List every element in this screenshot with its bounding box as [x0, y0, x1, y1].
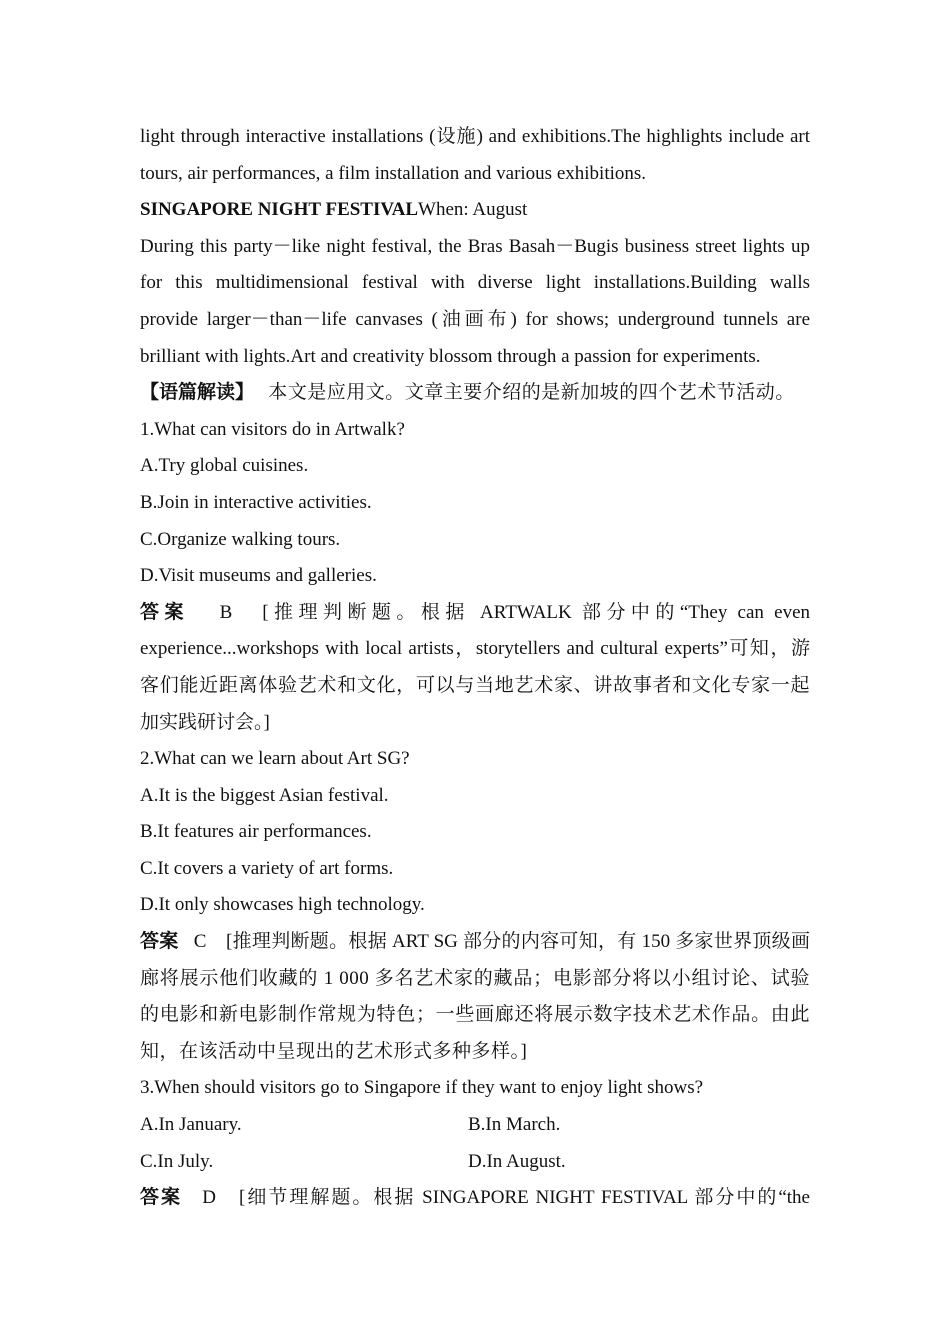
q2-answer-line: 知，在该活动中呈现出的艺术形式多种多样。]: [140, 1040, 528, 1062]
q2-option-b: B.It features air performances.: [140, 821, 372, 843]
q1-answer-text: B [推理判断题。根据 ARTWALK 部分中的“They can even: [219, 601, 810, 623]
q1-answer-line: 客们能近距离体验艺术和文化，可以与当地艺术家、讲故事者和文化专家一起: [140, 674, 810, 696]
q3-answer-label: 答案: [140, 1187, 183, 1209]
q1-option-d: D.Visit museums and galleries.: [140, 565, 377, 587]
passage-line: provide larger－than－life canvases (油画布) for shows; underground tunnels are: [140, 308, 810, 330]
q2-answer-line: 廊将展示他们收藏的 1 000 多名艺术家的藏品；电影部分将以小组讨论、试验: [140, 967, 810, 989]
q3-answer-text: D [细节理解题。根据 SINGAPORE NIGHT FESTIVAL 部分中的“the: [202, 1187, 810, 1209]
festival-heading: [140, 192, 810, 229]
q1-answer-line: [140, 595, 810, 632]
q2-option-c: C.It covers a variety of art forms.: [140, 857, 394, 879]
q3-option-b: B.In March.: [468, 1114, 561, 1136]
question-2: 2.What can we learn about Art SG?: [140, 748, 410, 770]
q2-answer-line: 的电影和新电影制作常规为特色；一些画廊还将展示数字技术艺术作品。由此: [140, 1004, 810, 1026]
q3-options-row-1: [140, 1107, 810, 1144]
passage-line: for this multidimensional festival with diverse light installations.Building walls: [140, 272, 810, 294]
q3-option-c: C.In July.: [140, 1150, 214, 1172]
q3-options-row-2: [140, 1144, 810, 1181]
festival-when: When: August: [418, 199, 528, 221]
q2-option-a: A.It is the biggest Asian festival.: [140, 784, 389, 806]
analysis-label: 【语篇解读】: [140, 382, 255, 404]
q1-answer-label: 答案: [140, 601, 189, 623]
document-content: [140, 119, 810, 1217]
passage-line: tours, air performances, a film installation and various exhibitions.: [140, 162, 647, 184]
q3-answer-line: [140, 1180, 810, 1217]
analysis-text: 本文是应用文。文章主要介绍的是新加坡的四个艺术节活动。: [268, 382, 795, 404]
question-1: 1.What can visitors do in Artwalk?: [140, 418, 405, 440]
q2-answer-label: 答案: [140, 931, 179, 953]
q3-option-a: A.In January.: [140, 1114, 242, 1136]
q1-option-a: A.Try global cuisines.: [140, 455, 309, 477]
q1-answer-line: experience...workshops with local artists，storytellers and cultural experts”可知，游: [140, 638, 810, 660]
q2-answer-text: C [推理判断题。根据 ART SG 部分的内容可知，有 150 多家世界顶级画: [193, 931, 810, 953]
festival-title: SINGAPORE NIGHT FESTIVAL: [140, 199, 419, 221]
q1-answer-line: 加实践研讨会。]: [140, 711, 270, 733]
analysis-line: [140, 375, 810, 412]
q3-option-d: D.In August.: [468, 1150, 566, 1172]
q1-option-c: C.Organize walking tours.: [140, 528, 341, 550]
question-3: 3.When should visitors go to Singapore if they want to enjoy light shows?: [140, 1077, 704, 1099]
q2-answer-line: [140, 924, 810, 961]
passage-line: During this party－like night festival, the Bras Basah－Bugis business street lights up: [140, 235, 810, 257]
passage-line: brilliant with lights.Art and creativity blossom through a passion for experiments.: [140, 345, 761, 367]
q2-option-d: D.It only showcases high technology.: [140, 894, 425, 916]
q1-option-b: B.Join in interactive activities.: [140, 491, 372, 513]
passage-line: light through interactive installations (设施) and exhibitions.The highlights include art: [140, 126, 810, 147]
